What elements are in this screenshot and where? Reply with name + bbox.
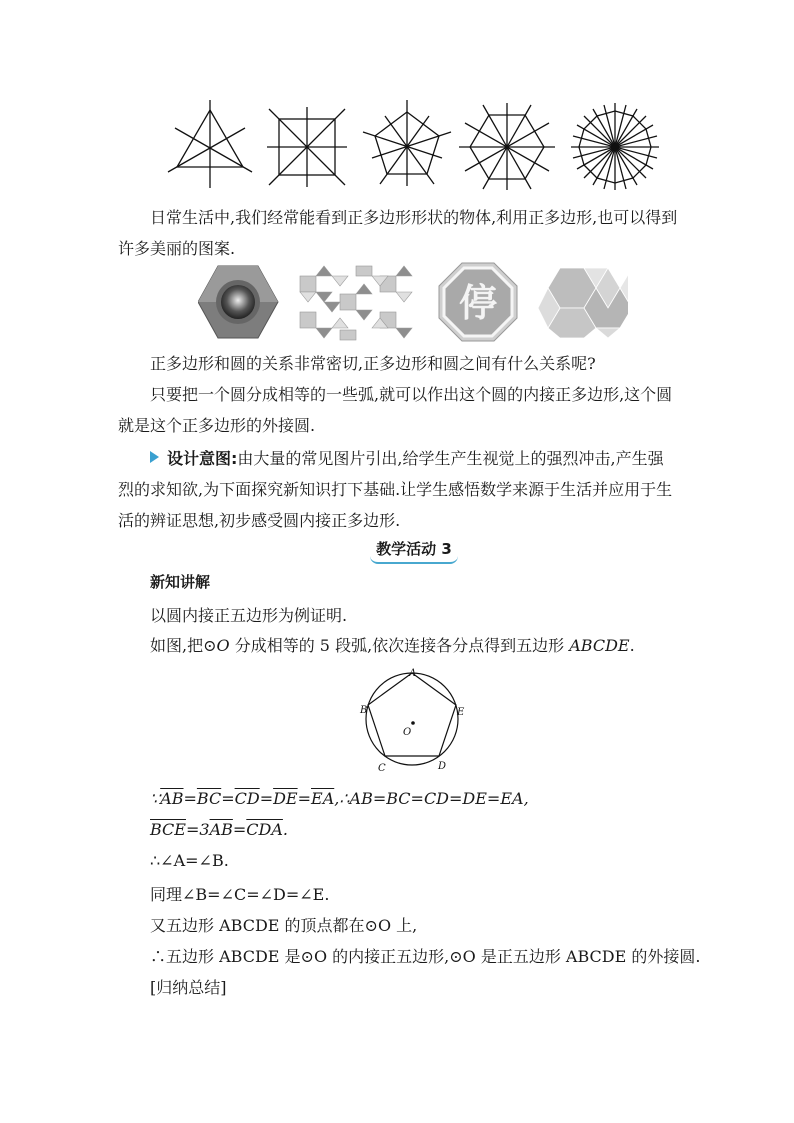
figure-description: 如图,把⊙O 分成相等的 5 段弧,依次连接各分点得到五边形 ABCDE.: [150, 636, 635, 655]
dodecagon-symmetry: [571, 103, 659, 190]
pentagon-symmetry: [363, 100, 451, 186]
paragraph-inscribed-explanation: 只要把一个圆分成相等的一些弧,就可以作出这个圆的内接正多边形,这个圆就是这个正多边形的外接圆.: [118, 385, 673, 435]
hexagon-mosaic-image: [538, 268, 628, 338]
summary-heading: [归纳总结]: [150, 978, 227, 997]
proof-line-arcs: $\because\overline{AB}=\overline{BC}=\overline{CD}=\overline{DE}=\overline{EA},\therefore AB=BC=CD=DE=EA$,: [150, 789, 529, 808]
proof-line-angles-equal: 同理∠B=∠C=∠D=∠E.: [150, 885, 330, 904]
activity-heading: 教学活动 3: [370, 538, 458, 564]
label-B: B: [360, 705, 368, 716]
intro-line: 以圆内接正五边形为例证明.: [150, 606, 348, 625]
design-intent-text: 由大量的常见图片引出,给学生产生视觉上的强烈冲击,产生强烈的求知欲,为下面探究新知识打下基础.让学生感悟数学来源于生活并应用于生活的辨证思想,初步感受圆内接正多边形.: [118, 449, 673, 530]
label-O: O: [403, 727, 412, 738]
label-C: C: [378, 763, 386, 774]
proof-line-arc-relation: $\overline{BCE}=3\overline{AB}=\overline{CDA}$.: [150, 820, 289, 839]
square-symmetry: [267, 107, 347, 187]
tiling-pattern-image: [300, 266, 412, 340]
label-D: D: [438, 761, 447, 772]
stop-sign-glyph: 停: [458, 281, 498, 325]
section-title: 新知讲解: [150, 573, 211, 591]
label-E: E: [457, 707, 465, 718]
proof-line-angle-ab: ∴∠A=∠B.: [150, 851, 229, 870]
design-intent-block: [118, 443, 678, 536]
proof-line-conclusion: ∴五边形 ABCDE 是⊙O 的内接正五边形,⊙O 是正五边形 ABCDE 的外接圆.: [150, 947, 701, 966]
proof-line-vertices-on-circle: 又五边形 ABCDE 的顶点都在⊙O 上,: [150, 916, 418, 935]
stop-sign-image: [439, 263, 517, 341]
triangle-bullet-icon: [150, 451, 159, 463]
hex-nut-image: [198, 266, 278, 338]
paragraph-daily-life: 日常生活中,我们经常能看到正多边形形状的物体,利用正多边形,也可以得到许多美丽的图案.: [118, 208, 678, 258]
inscribed-pentagon-figure: [358, 665, 468, 777]
photo-row: [198, 262, 628, 342]
hexagon-symmetry: [459, 103, 555, 190]
label-A: A: [409, 668, 417, 679]
symmetry-polygons-figure: [160, 98, 670, 190]
triangle-symmetry: [168, 100, 252, 188]
design-intent-label: 设计意图:: [167, 449, 238, 468]
paragraph-relation-question: 正多边形和圆的关系非常密切,正多边形和圆之间有什么关系呢?: [150, 354, 596, 373]
